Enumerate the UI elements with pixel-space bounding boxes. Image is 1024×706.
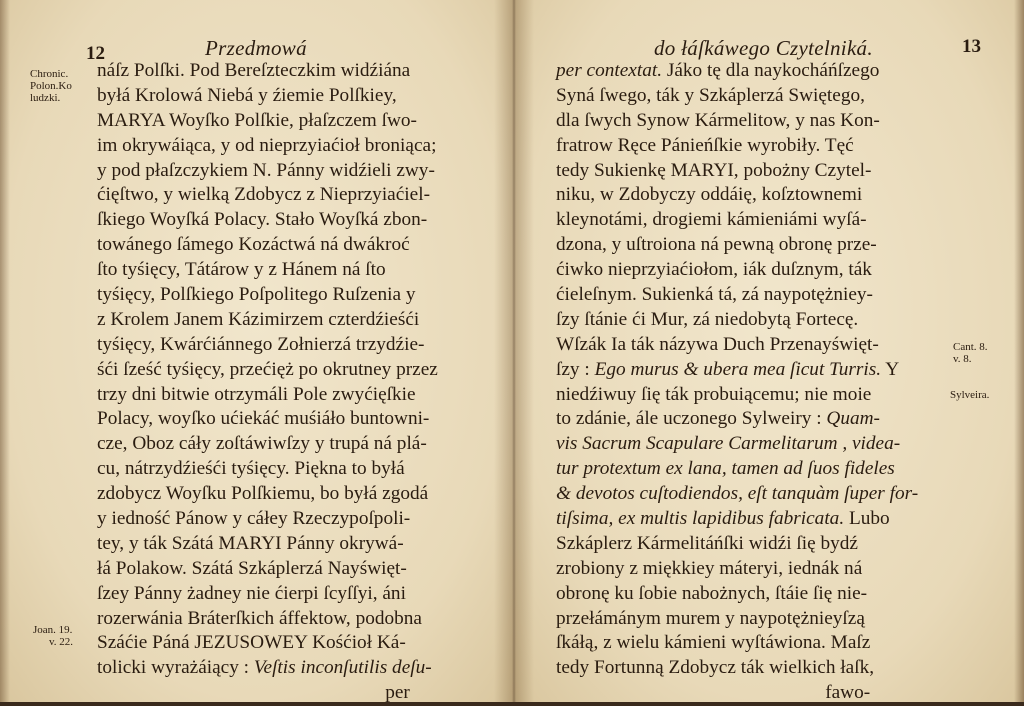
text-segment: Y (885, 358, 900, 380)
text-line-mixed (556, 507, 918, 532)
text-line: tedy Sukienkę MARYI, pobożny Czytel- (556, 159, 872, 181)
catchword: per (385, 682, 410, 704)
text-line: zdobycz Woyſku Polſkiemu, bo byłá zgodá (97, 483, 429, 505)
latin-line: tur protextum ex lana, tamen ad ſuos fideles (556, 458, 895, 480)
page-number: 13 (962, 36, 981, 57)
text-line: ſzey Pánny żadney nie ćierpi ſcyſſyi, áni (97, 582, 406, 604)
latin-line: & devotos cuſtodiendos, eſt tanquàm ſuper for- (556, 483, 919, 505)
margin-line: ludzki. (30, 92, 61, 104)
text-line: tey, y ták Szátá MARYI Pánny okrywá- (97, 532, 404, 554)
catchword: fawo- (825, 682, 871, 704)
text-line: náſz Polſki. Pod Bereſzteczkim widźiána (97, 60, 411, 81)
running-head: Przedmowá (205, 36, 307, 60)
text-line: śći ſześć tyśięcy, przećięż po okrutney przez (97, 358, 438, 380)
text-segment: to zdánie, ále uczonego Sylweiry : (556, 408, 822, 430)
text-line: tedy Fortunną Zdobycz ták wielkich łaſk, (556, 657, 875, 679)
text-line: tyśięcy, Kwárćiánnego Zołnierzá trzydźie- (97, 333, 425, 355)
text-line: Száćie Páná JEZUSOWEY Kośćioł Ká- (97, 632, 406, 654)
text-line: niedźiwuy ſię ták probuiącemu; nie moie (556, 383, 872, 405)
margin-line: Joan. 19. (33, 624, 73, 636)
text-line: kleynotámi, drogiemi kámieniámi wyſá- (556, 209, 867, 231)
text-line: ćięſtwo, y wielką Zdobycz z Nieprzyiaćiel- (97, 184, 430, 206)
latin-quote: tiſsima, ex multis lapidibus fabricata. (556, 508, 845, 530)
text-line: dzona, y uſtroiona ná pewną obronę prze- (556, 234, 877, 256)
book-gutter (494, 0, 534, 702)
text-line: im okrywáiąca, y od nieprzyiaćioł broniąca; (97, 134, 437, 156)
text-line: tyśięcy, Polſkiego Poſpolitego Ruſzenia y (97, 284, 416, 306)
text-line: zrobiony z miękkiey máteryi, iednák ná (556, 557, 863, 579)
latin-quote: Veſtis inconſutilis deſu- (253, 657, 432, 679)
text-line: Szkáplerz Kármelitáńſki widźi ſię bydź (556, 532, 858, 554)
text-line: przełámánym murem y naypotężnieyſzą (556, 607, 865, 629)
text-line: Syná ſwego, ták y Szkáplerzá Swiętego, (556, 84, 865, 106)
text-segment: Jáko tę dla naykocháńſzego (666, 60, 880, 81)
text-line: y iedność Pánow y cáłey Rzeczypoſpoli- (97, 508, 411, 530)
margin-note-john (33, 624, 73, 648)
margin-note-chronicle (30, 68, 72, 104)
margin-line: v. 22. (49, 636, 74, 648)
text-segment: ſzy : (556, 358, 590, 380)
text-line: cze, Oboz cáły zoſtáwiwſzy y trupá ná plá- (97, 433, 427, 455)
text-segment: tolicki wyrażáiący : (97, 657, 250, 679)
text-line: cu, nátrzydźieśći tyśięcy. Piękna to byłá (97, 458, 405, 480)
right-body-text (556, 59, 918, 706)
text-line-mixed (97, 656, 438, 681)
latin-quote: Quam- (826, 408, 880, 430)
text-line: byłá Krolowá Niebá y źiemie Polſkiey, (97, 84, 397, 106)
right-page (514, 0, 1024, 702)
margin-note-sylveira: Sylveira. (950, 389, 990, 401)
text-line: towánego ſámego Kozáctwá ná dwákroć (97, 234, 410, 256)
text-line-mixed (556, 59, 918, 84)
text-line: niku, w Zdobyczy oddáię, koſztownemi (556, 184, 863, 206)
text-line: dla ſwych Synow Kármelitow, y nas Kon- (556, 109, 880, 131)
text-line: z Krolem Janem Kázimirzem czterdźieśći (97, 308, 420, 330)
latin-line: vis Sacrum Scapulare Carmelitarum , videa- (556, 433, 901, 455)
text-line: ſkáłą, z wielu kámieni wyſtáwiona. Maſz (556, 632, 871, 654)
text-line: ćiwko nieprzyiaćiołom, iák duſznym, ták (556, 259, 872, 281)
text-line: ćieleſnym. Sukienká tá, zá naypotężniey- (556, 284, 873, 306)
text-line: trzy dni bitwie otrzymáli Pole zwyćięſkie (97, 383, 416, 405)
text-line: rozerwánia Bráterſkich áffektow, podobna (97, 607, 422, 629)
text-line: ſkiego Woyſká Polacy. Stało Woyſká zbon- (97, 209, 428, 231)
page-edge-shadow (0, 0, 10, 702)
left-page (0, 0, 514, 702)
latin-fragment: per contextat. (556, 60, 663, 81)
running-head: do łáſkáwego Czytelniká. (654, 36, 873, 60)
left-body-text (97, 59, 438, 706)
margin-line: Chronic. (30, 68, 69, 80)
text-line: ſto tyśięcy, Tátárow y z Hánem ná ſto (97, 259, 386, 281)
text-line: obronę ku ſobie nabożnych, ſtáie ſię nie- (556, 582, 868, 604)
text-segment: Lubo (848, 508, 890, 530)
margin-line: Cant. 8. (953, 341, 988, 353)
text-line: ſzy ſtánie ći Mur, zá niedobytą Fortecę. (556, 308, 859, 330)
text-line: Polacy, woyſko ućiekáć muśiáło buntowni- (97, 408, 430, 430)
text-line: y pod płaſzczykiem N. Pánny widźieli zwy- (97, 159, 435, 181)
text-line-mixed (556, 358, 918, 383)
margin-line: Polon.Ko (30, 80, 72, 92)
latin-quote: Ego murus & ubera mea ſicut Turris. (594, 358, 882, 380)
text-line: fratrow Ręce Pánieńſkie wyrobiły. Tęć (556, 134, 854, 156)
text-line: łá Polakow. Szátá Szkáplerzá Nayświęt- (97, 557, 407, 579)
page-edge-shadow (1014, 0, 1024, 702)
text-line: MARYA Woyſko Polſkie, płaſzczem ſwo- (97, 109, 417, 131)
text-line-mixed (556, 407, 918, 432)
margin-note-canticle (953, 341, 988, 365)
margin-line: v. 8. (953, 353, 972, 365)
text-line: Wſzák Ia ták názywa Duch Przenayświęt- (556, 333, 879, 355)
page-number: 12 (86, 43, 105, 64)
